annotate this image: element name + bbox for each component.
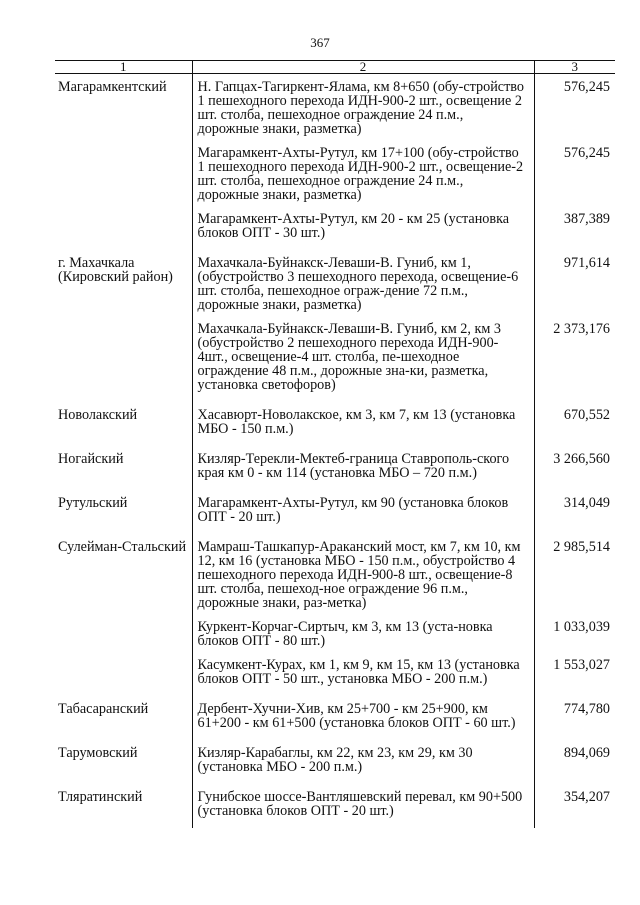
amount-cell	[534, 490, 615, 534]
road-works-cell	[192, 74, 534, 251]
table-row	[55, 490, 615, 534]
road-works-description: Кизляр-Карабаглы, км 22, км 23, км 29, км 30 (установка МБО - 200 п.м.)	[197, 745, 473, 775]
allocated-amount: 3 266,560	[553, 451, 610, 467]
amount-cell	[534, 784, 615, 828]
district-name: Тляратинский	[58, 789, 143, 805]
allocated-amount: 774,780	[563, 701, 610, 717]
allocated-amount: 576,245	[563, 145, 610, 161]
header-col-1: 1	[55, 61, 192, 74]
road-works-cell	[192, 696, 534, 740]
table-row	[55, 784, 615, 828]
table-row	[55, 696, 615, 740]
district-name: Ногайский	[58, 451, 124, 467]
header-col-3: 3	[534, 61, 615, 74]
page-number: 367	[310, 35, 330, 50]
road-works-cell	[192, 490, 534, 534]
budget-table	[55, 60, 615, 828]
amount-cell	[534, 250, 615, 402]
road-works-cell	[192, 740, 534, 784]
district-name: Сулейман-Стальский	[58, 539, 187, 555]
allocated-amount: 1 553,027	[553, 657, 610, 673]
header-col-2: 2	[192, 61, 534, 74]
road-works-cell	[192, 784, 534, 828]
road-works-cell	[192, 446, 534, 490]
district-name: Новолакский	[58, 407, 138, 423]
road-works-cell	[192, 250, 534, 402]
amount-cell	[534, 740, 615, 784]
allocated-amount: 971,614	[563, 255, 610, 271]
table-body	[55, 74, 615, 829]
road-works-description: Гунибское шоссе-Вантляшевский перевал, км 90+500 (установка блоков ОПТ - 20 шт.)	[197, 789, 523, 819]
table-row	[55, 446, 615, 490]
allocated-amount: 670,552	[563, 407, 610, 423]
district-name: Магарамкентский	[58, 79, 167, 95]
table-row	[55, 740, 615, 784]
road-works-cell	[192, 534, 534, 696]
amount-cell	[534, 402, 615, 446]
table-row	[55, 74, 615, 251]
amount-cell	[534, 446, 615, 490]
road-works-description: Магарамкент-Ахты-Рутул, км 90 (установка блоков ОПТ - 20 шт.)	[197, 495, 509, 525]
table-header	[55, 61, 615, 74]
road-works-description: Дербент-Хучни-Хив, км 25+700 - км 25+900, км 61+200 - км 61+500 (установка блоков ОПТ - 60 шт.)	[197, 701, 516, 731]
allocated-amount: 2 985,514	[553, 539, 610, 555]
allocated-amount: 576,245	[563, 79, 610, 95]
road-works-description: Н. Гапцах-Тагиркент-Ялама, км 8+650 (обу-стройство 1 пешеходного перехода ИДН-900-2 шт., освещение 2 шт. столба, пешеходное ограждение 24 п.м., дорожные знаки, разметка)	[197, 79, 524, 137]
district-name: г. Махачкала (Кировский район)	[58, 255, 173, 285]
road-works-description: Махачкала-Буйнакск-Леваши-В. Гуниб, км 2, км 3 (обустройство 2 пешеходного перехода ИДН-900-4шт., освещение-4 шт. столба, пе-шеходное ограждение 48 п.м., дорожные зна-ки, разметка, установка светофоров)	[197, 321, 502, 393]
allocated-amount: 1 033,039	[553, 619, 610, 635]
amount-cell	[534, 74, 615, 251]
road-works-description: Магарамкент-Ахты-Рутул, км 20 - км 25 (установка блоков ОПТ - 30 шт.)	[197, 211, 510, 241]
table-row	[55, 534, 615, 696]
district-name: Табасаранский	[58, 701, 149, 717]
amount-cell	[534, 534, 615, 696]
table-row	[55, 250, 615, 402]
allocated-amount: 314,049	[563, 495, 610, 511]
road-works-description: Касумкент-Курах, км 1, км 9, км 15, км 13 (установка блоков ОПТ - 50 шт., установка МБО - 200 п.м.)	[197, 657, 520, 687]
road-works-description: Махачкала-Буйнакск-Леваши-В. Гуниб, км 1, (обустройство 3 пешеходного перехода, освещение-6 шт. столба, пешеходное ограж-дение 72 п.м., дорожные знаки, разметка)	[197, 255, 519, 313]
allocated-amount: 354,207	[563, 789, 610, 805]
district-name: Тарумовский	[58, 745, 138, 761]
table-row	[55, 402, 615, 446]
road-works-description: Магарамкент-Ахты-Рутул, км 17+100 (обу-стройство 1 пешеходного перехода ИДН-900-2 шт., освещение-2 шт. столба, пешеходное ограждение 24 п.м., дорожные знаки, разметка)	[197, 145, 524, 203]
road-works-description: Хасавюрт-Новолакское, км 3, км 7, км 13 (установка МБО - 150 п.м.)	[197, 407, 516, 437]
road-works-cell	[192, 402, 534, 446]
allocated-amount: 387,389	[563, 211, 610, 227]
allocated-amount: 2 373,176	[553, 321, 610, 337]
road-works-description: Мамраш-Ташкапур-Араканский мост, км 7, км 10, км 12, км 16 (установка МБО - 150 п.м., обустройство 4 пешеходного перехода ИДН-900-8 шт., освещение-8 шт. столба, пешеход-ное ограждение 96 п.м., дорожные знаки, раз-метка)	[197, 539, 521, 611]
road-works-description: Куркент-Корчаг-Сиртыч, км 3, км 13 (уста-новка блоков ОПТ - 80 шт.)	[197, 619, 493, 649]
allocated-amount: 894,069	[563, 745, 610, 761]
amount-cell	[534, 696, 615, 740]
district-name: Рутульский	[58, 495, 128, 511]
road-works-description: Кизляр-Терекли-Мектеб-граница Ставрополь-ского края км 0 - км 114 (установка МБО – 720 п.м.)	[197, 451, 510, 481]
